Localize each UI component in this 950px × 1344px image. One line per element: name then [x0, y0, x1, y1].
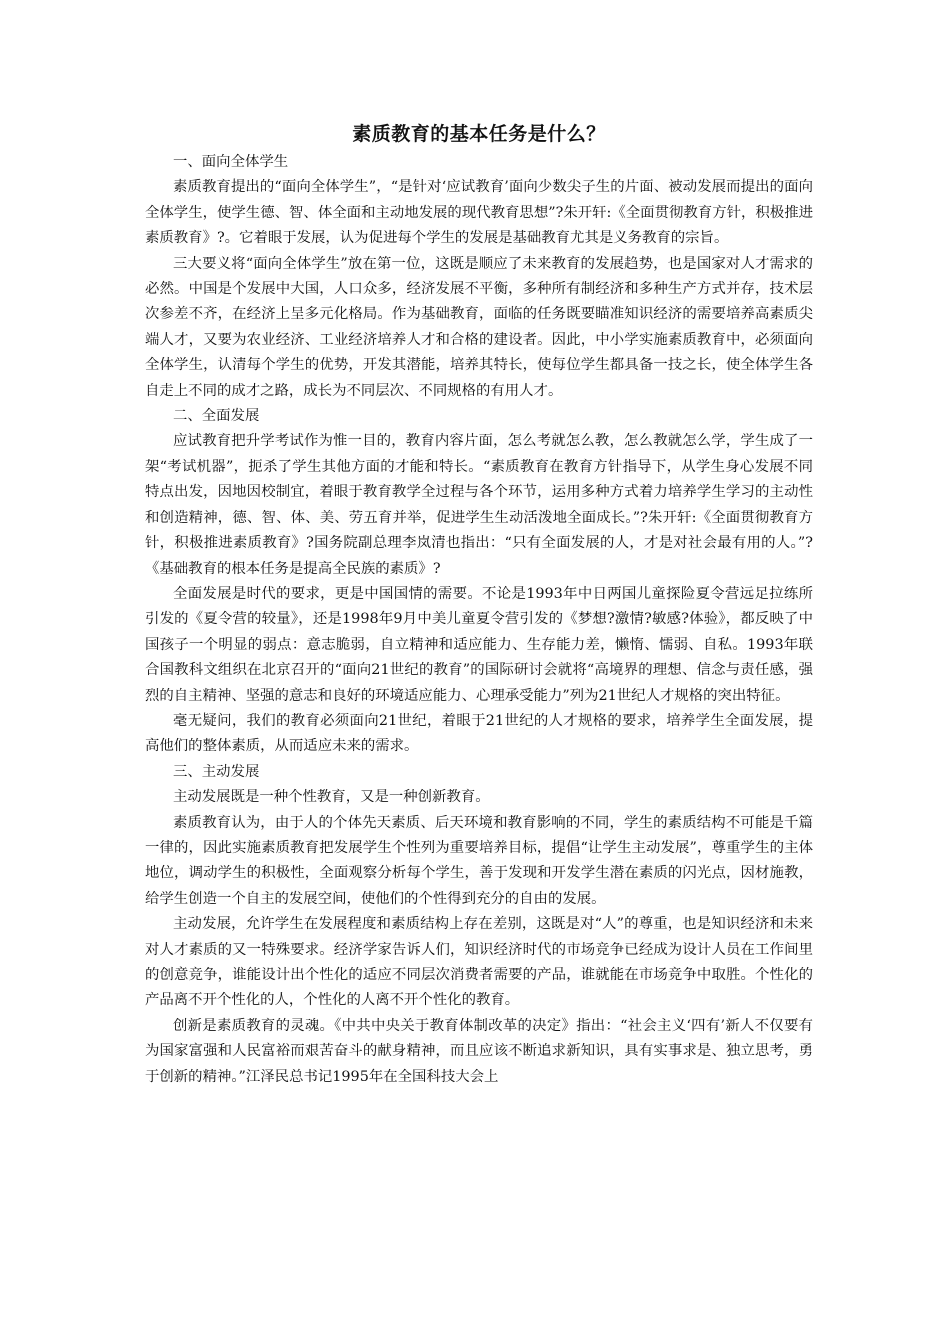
paragraph: 主动发展，允许学生在发展程度和素质结构上存在差别，这既是对“人”的尊重，也是知识经济和未来对人才素质的又一特殊要求。经济学家告诉人们，知识经济时代的市场竞争已经成为设计人员在工作间里的创意竞争，谁能设计出个性化的适应不同层次消费者需要的产品，谁就能在市场竞争中取胜。个性化的产品离不开个性化的人，个性化的人离不开个性化的教育。: [145, 916, 813, 1009]
paragraph: 素质教育提出的“面向全体学生”，“是针对‘应试教育’面向少数尖子生的片面、被动发展而提出的面向全体学生，使学生德、智、体全面和主动地发展的现代教育思想”?朱开轩:《全面贯彻教育方针，积极推进素质教育》?。它着眼于发展，认为促进每个学生的发展是基础教育尤其是义务教育的宗旨。: [145, 179, 813, 247]
paragraph: 素质教育认为，由于人的个体先天素质、后天环境和教育影响的不同，学生的素质结构不可能是千篇一律的，因此实施素质教育把发展学生个性列为重要培养目标，提倡“让学生主动发展”，尊重学生的主体地位，调动学生的积极性，全面观察分析每个学生，善于发现和开发学生潜在素质的闪光点，因材施教，给学生创造一个自主的发展空间，使他们的个性得到充分的自由的发展。: [145, 814, 813, 907]
section-heading-3: 三、主动发展: [173, 763, 260, 780]
paragraph: 全面发展是时代的要求，更是中国国情的需要。不论是1993年中日两国儿童探险夏令营远足拉练所引发的《夏令营的较量》，还是1998年9月中美儿童夏令营引发的《梦想?激情?敏感?体验》，都反映了中国孩子一个明显的弱点：意志脆弱，自立精神和适应能力、生存能力差，懒惰、懦弱、自私。1993年联合国教科文组织在北京召开的“面向21世纪的教育”的国际研讨会就将“高境界的理想、信念与责任感，强烈的自主精神、坚强的意志和良好的环境适应能力、心理承受能力”列为21世纪人才规格的突出特征。: [145, 585, 813, 704]
section-heading-1: 一、面向全体学生: [173, 154, 289, 170]
document-page: [145, 120, 813, 1090]
paragraph: 毫无疑问，我们的教育必须面向21世纪，着眼于21世纪的人才规格的要求，培养学生全面发展，提高他们的整体素质，从而适应未来的需求。: [145, 712, 813, 755]
paragraph: 主动发展既是一种个性教育，又是一种创新教育。: [173, 789, 490, 806]
paragraph: 应试教育把升学考试作为惟一目的，教育内容片面，怎么考就怎么教，怎么教就怎么学，学生成了一架“考试机器”，扼杀了学生其他方面的才能和特长。“素质教育在教育方针指导下，从学生身心发展不同特点出发，因地因校制宜，着眼于教育教学全过程与各个环节，运用多种方式着力培养学生学习的主动性和创造精神，德、智、体、美、劳五育并举，促进学生生动活泼地全面成长。”?朱开轩:《全面贯彻教育方针，积极推进素质教育》?国务院副总理李岚清也指出：“只有全面发展的人，才是对社会最有用的人。”?《基础教育的根本任务是提高全民族的素质》?: [145, 433, 813, 577]
document-title: 素质教育的基本任务是什么？: [352, 123, 606, 145]
paragraph: 创新是素质教育的灵魂。《中共中央关于教育体制改革的决定》指出：“社会主义‘四有’新人不仅要有为国家富强和人民富裕而艰苦奋斗的献身精神，而且应该不断追求新知识，具有实事求是、独立思考，勇于创新的精神。”江泽民总书记1995年在全国科技大会上: [145, 1017, 813, 1085]
section-heading-2: 二、全面发展: [173, 408, 260, 425]
paragraph: 三大要义将“面向全体学生”放在第一位，这既是顺应了未来教育的发展趋势，也是国家对人才需求的必然。中国是个发展中大国，人口众多，经济发展不平衡，多种所有制经济和多种生产方式并存，技术层次参差不齐，在经济上呈多元化格局。作为基础教育，面临的任务既要瞄准知识经济的需要培养高素质尖端人才，又要为农业经济、工业经济培养人才和合格的建设者。因此，中小学实施素质教育中，必须面向全体学生，认清每个学生的优势，开发其潜能，培养其特长，使每位学生都具备一技之长，使全体学生各自走上不同的成才之路，成长为不同层次、不同规格的有用人才。: [145, 255, 813, 399]
